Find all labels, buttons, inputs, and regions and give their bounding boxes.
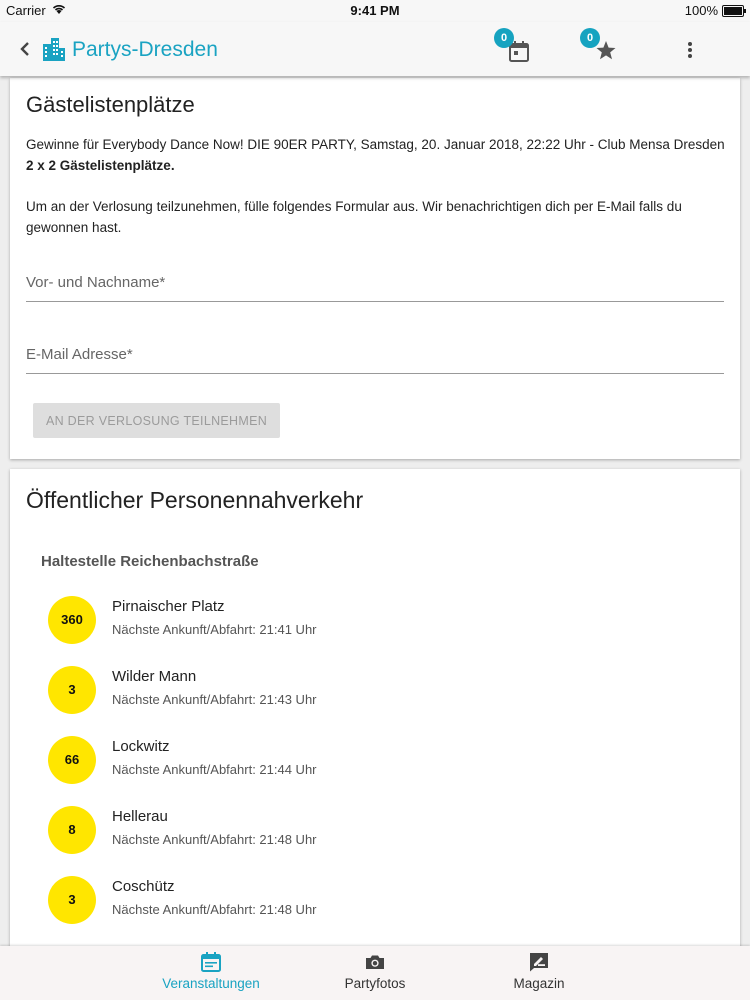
nav-label: Veranstaltungen — [162, 976, 260, 991]
guestlist-prize: 2 x 2 Gästelistenplätze. — [26, 158, 175, 173]
name-field — [26, 267, 724, 302]
nav-tab-partyfotos[interactable] — [305, 946, 445, 1000]
transit-card — [10, 469, 740, 949]
nav-label: Partyfotos — [344, 976, 406, 991]
departure-destination: Wilder Mann — [112, 668, 197, 685]
app-bar — [0, 22, 750, 76]
departure-row[interactable] — [10, 876, 740, 936]
departure-destination: Hellerau — [112, 808, 168, 825]
guestlist-intro — [26, 134, 726, 176]
departure-time: Nächste Ankunft/Abfahrt: 21:48 Uhr — [112, 832, 317, 847]
departure-destination: Pirnaischer Platz — [112, 598, 225, 615]
departure-row[interactable] — [10, 596, 740, 656]
departure-row[interactable] — [10, 736, 740, 796]
battery-percent: 100% — [684, 3, 718, 18]
transit-title: Öffentlicher Personennahverkehr — [26, 487, 364, 513]
calendar-button[interactable] — [500, 32, 532, 64]
nav-label: Magazin — [513, 976, 565, 991]
overflow-menu-button[interactable] — [680, 38, 700, 62]
departure-time: Nächste Ankunft/Abfahrt: 21:44 Uhr — [112, 762, 317, 777]
magazine-icon — [529, 952, 549, 972]
camera-icon — [365, 952, 385, 972]
email-field — [26, 339, 724, 374]
more-vertical-icon — [680, 38, 700, 62]
line-badge: 66 — [48, 736, 96, 784]
line-badge: 3 — [48, 666, 96, 714]
back-button[interactable] — [18, 36, 40, 62]
favorites-button[interactable] — [586, 32, 620, 64]
email-input[interactable] — [26, 339, 724, 369]
stop-title: Haltestelle Reichenbachstraße — [41, 553, 259, 570]
chevron-left-icon — [18, 36, 32, 62]
guestlist-instructions: Um an der Verlosung teilzunehmen, fülle folgendes Formular aus. Wir benachrichtigen dich per E-Mail falls du gewonnen hast. — [26, 199, 682, 235]
name-input[interactable] — [26, 267, 724, 297]
line-badge: 8 — [48, 806, 96, 854]
departure-time: Nächste Ankunft/Abfahrt: 21:48 Uhr — [112, 902, 317, 917]
departure-destination: Coschütz — [112, 878, 175, 895]
bottom-navigation — [0, 946, 750, 1000]
guestlist-intro-text: Gewinne für Everybody Dance Now! DIE 90ER PARTY, Samstag, 20. Januar 2018, 22:22 Uhr - Club Mensa Dresden — [26, 137, 725, 152]
status-bar — [0, 0, 750, 22]
departure-time: Nächste Ankunft/Abfahrt: 21:41 Uhr — [112, 622, 317, 637]
app-title: Partys-Dresden — [72, 38, 218, 61]
carrier-label: Carrier — [6, 3, 46, 18]
departure-destination: Lockwitz — [112, 738, 170, 755]
departure-row[interactable] — [10, 666, 740, 726]
favorites-count-badge: 0 — [580, 28, 600, 48]
line-badge: 360 — [48, 596, 96, 644]
nav-tab-magazin[interactable] — [469, 946, 609, 1000]
calendar-icon — [201, 952, 221, 972]
join-raffle-button[interactable]: AN DER VERLOSUNG TEILNEHMEN — [33, 403, 280, 438]
guestlist-title: Gästelistenplätze — [26, 92, 195, 117]
clock: 9:41 PM — [350, 3, 400, 18]
calendar-count-badge: 0 — [494, 28, 514, 48]
line-badge: 3 — [48, 876, 96, 924]
battery-icon — [722, 5, 744, 17]
departure-time: Nächste Ankunft/Abfahrt: 21:43 Uhr — [112, 692, 317, 707]
nav-tab-veranstaltungen[interactable] — [141, 946, 281, 1000]
guestlist-card — [10, 78, 740, 459]
departure-row[interactable] — [10, 806, 740, 866]
city-icon — [42, 36, 66, 62]
